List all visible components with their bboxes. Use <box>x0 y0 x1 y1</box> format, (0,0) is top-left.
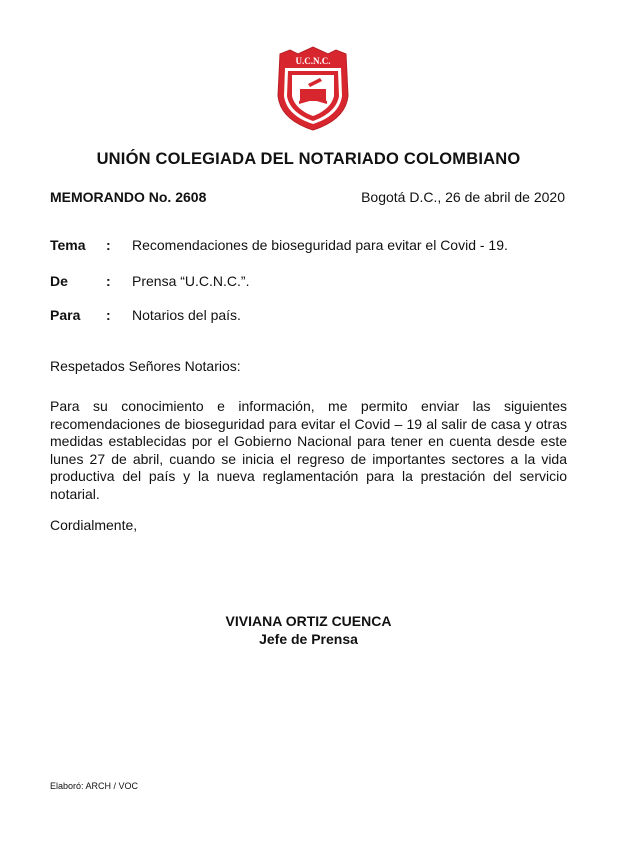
field-row-para <box>50 307 241 323</box>
body-paragraph: Para su conocimiento e información, me permito enviar las siguientes recomendaciones de bioseguridad para evitar el Covid – 19 al salir de casa y otras medidas establecidas por el Gobierno Nacional para tener en cuenta desde este lunes 27 de abril, cuando se inicia el regreso de importantes sectores a la vida productiva del país y la nueva reglamentación para la prestación del servicio notarial. <box>50 398 567 502</box>
signatory-name: VIVIANA ORTIZ CUENCA <box>225 613 392 629</box>
field-row-de <box>50 273 249 289</box>
greeting: Respetados Señores Notarios: <box>50 358 241 374</box>
field-row-tema <box>50 237 508 253</box>
field-label: Para <box>50 307 81 323</box>
prepared-by-note: Elaboró: ARCH / VOC <box>50 781 139 791</box>
memo-number: MEMORANDO No. 2608 <box>50 189 207 205</box>
field-value: Notarios del país. <box>132 307 241 323</box>
field-label: De <box>50 273 68 289</box>
field-colon: : <box>106 307 111 323</box>
signatory-role: Jefe de Prensa <box>259 631 358 647</box>
organization-title: UNIÓN COLEGIADA DEL NOTARIADO COLOMBIANO <box>96 150 521 168</box>
closing: Cordialmente, <box>50 517 138 533</box>
field-value: Prensa “U.C.N.C.”. <box>132 273 250 289</box>
field-value: Recomendaciones de bioseguridad para evitar el Covid - 19. <box>132 237 508 253</box>
ucnc-seal-logo <box>272 44 354 132</box>
field-colon: : <box>106 237 111 253</box>
field-label: Tema <box>50 237 86 253</box>
memo-date: Bogotá D.C., 26 de abril de 2020 <box>361 189 565 205</box>
logo-lettering: U.C.N.C. <box>295 56 331 66</box>
field-colon: : <box>106 273 111 289</box>
